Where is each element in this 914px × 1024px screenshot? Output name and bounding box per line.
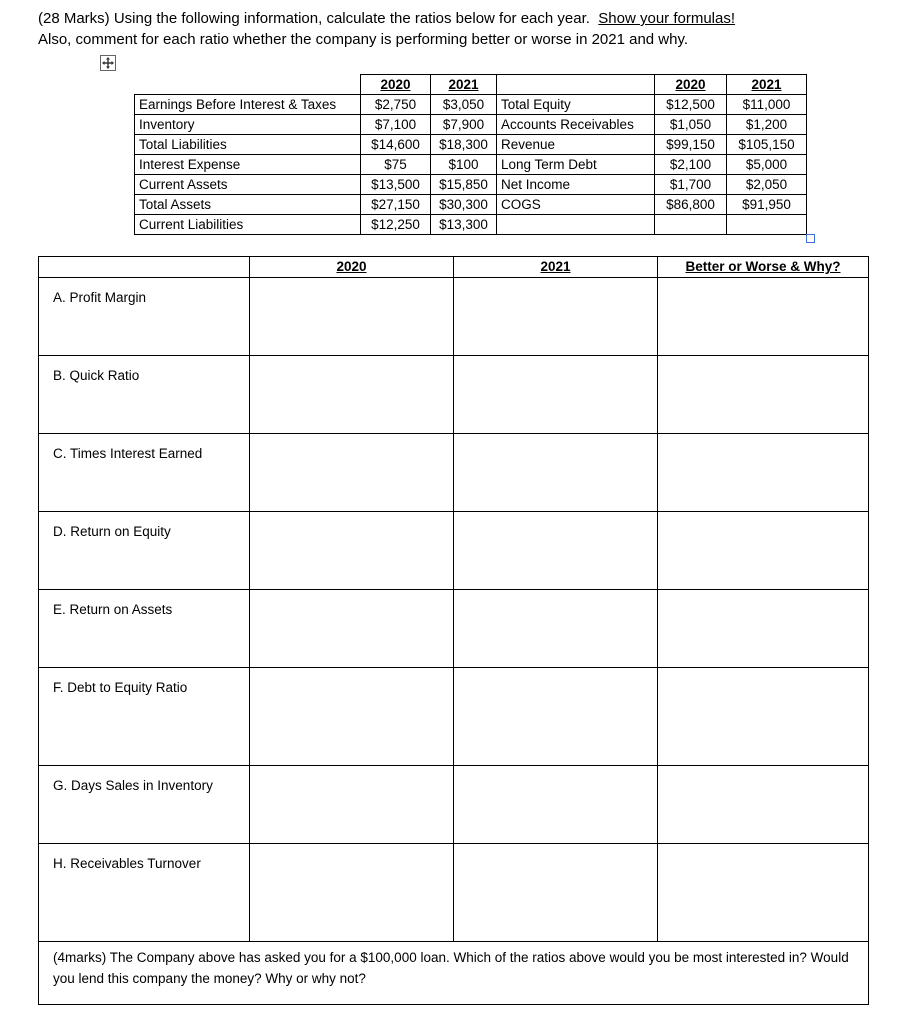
answer-cell-better-worse[interactable] [658,590,869,668]
data-table-row [135,195,807,215]
data-value-2020-right: $12,500 [655,95,727,115]
data-value-2020-left: $13,500 [361,175,431,195]
data-value-2020-right: $1,700 [655,175,727,195]
data-table-header-row [135,75,807,95]
answer-cell-better-worse[interactable] [658,356,869,434]
answer-cell-2021[interactable] [454,844,658,942]
ratio-label: H. Receivables Turnover [39,844,250,942]
data-value-2020-right: $86,800 [655,195,727,215]
data-value-2021-left: $30,300 [431,195,497,215]
answer-header-2021: 2021 [454,257,658,278]
data-value-2020-left: $7,100 [361,115,431,135]
data-value-2021-right: $91,950 [727,195,807,215]
header-blank-right [497,75,655,95]
answer-header-row [39,257,869,278]
data-label-left: Total Liabilities [135,135,361,155]
data-value-2020-left: $14,600 [361,135,431,155]
ratio-label: B. Quick Ratio [39,356,250,434]
instructions-line-1 [38,8,898,29]
instructions-text: (28 Marks) Using the following information, calculate the ratios below for each year. [38,10,590,27]
data-label-right [497,215,655,235]
answer-cell-better-worse[interactable] [658,512,869,590]
data-label-left: Interest Expense [135,155,361,175]
ratio-label: D. Return on Equity [39,512,250,590]
data-table-row [135,135,807,155]
ratio-row [39,434,869,512]
answer-header-better-worse: Better or Worse & Why? [658,257,869,278]
data-value-2021-left: $13,300 [431,215,497,235]
answer-cell-2021[interactable] [454,278,658,356]
ratio-row [39,590,869,668]
data-value-2020-right [655,215,727,235]
answer-cell-2020[interactable] [250,668,454,766]
ratio-row [39,844,869,942]
four-way-move-icon [102,57,114,69]
data-label-left: Total Assets [135,195,361,215]
answer-cell-better-worse[interactable] [658,766,869,844]
answer-cell-2020[interactable] [250,434,454,512]
data-value-2021-left: $15,850 [431,175,497,195]
data-table-row [135,95,807,115]
answer-header-blank [39,257,250,278]
answer-cell-2021[interactable] [454,356,658,434]
answer-cell-2020[interactable] [250,844,454,942]
ratio-label: A. Profit Margin [39,278,250,356]
data-value-2020-left: $2,750 [361,95,431,115]
answer-cell-2020[interactable] [250,590,454,668]
answer-cell-2021[interactable] [454,590,658,668]
data-value-2021-left: $18,300 [431,135,497,155]
data-value-2020-right: $2,100 [655,155,727,175]
answer-cell-better-worse[interactable] [658,668,869,766]
answer-cell-2020[interactable] [250,278,454,356]
data-label-right: Long Term Debt [497,155,655,175]
table-move-handle-icon[interactable] [100,55,116,71]
answer-cell-2020[interactable] [250,766,454,844]
header-2020-right: 2020 [655,75,727,95]
data-label-right: Accounts Receivables [497,115,655,135]
instructions [38,8,898,50]
instructions-line-2: Also, comment for each ratio whether the company is performing better or worse in 2021 and why. [38,31,689,48]
data-label-left: Current Assets [135,175,361,195]
data-table-row [135,175,807,195]
final-question-row [39,942,869,1005]
data-label-right: Total Equity [497,95,655,115]
data-table-row [135,155,807,175]
answer-cell-better-worse[interactable] [658,844,869,942]
data-label-right: Revenue [497,135,655,155]
show-formulas-emphasis: Show your formulas! [598,10,736,27]
data-table-row [135,115,807,135]
data-value-2021-right [727,215,807,235]
ratio-row [39,668,869,766]
data-value-2021-right: $11,000 [727,95,807,115]
data-label-left: Current Liabilities [135,215,361,235]
answer-cell-2020[interactable] [250,356,454,434]
answer-cell-2021[interactable] [454,766,658,844]
ratio-label: G. Days Sales in Inventory [39,766,250,844]
header-blank-left [135,75,361,95]
ratio-row [39,278,869,356]
data-table-row [135,215,807,235]
data-value-2021-right: $1,200 [727,115,807,135]
ratio-row [39,512,869,590]
answer-cell-2021[interactable] [454,434,658,512]
answer-cell-better-worse[interactable] [658,434,869,512]
data-value-2020-right: $99,150 [655,135,727,155]
answer-cell-2021[interactable] [454,668,658,766]
header-2020-left: 2020 [361,75,431,95]
ratio-label: E. Return on Assets [39,590,250,668]
ratio-row [39,766,869,844]
ratio-label: F. Debt to Equity Ratio [39,668,250,766]
ratio-row [39,356,869,434]
table-resize-handle-icon[interactable] [806,234,815,243]
answer-header-2020: 2020 [250,257,454,278]
financial-data-table [134,74,807,235]
data-value-2021-left: $3,050 [431,95,497,115]
data-label-right: COGS [497,195,655,215]
ratio-answer-table [38,256,869,1005]
data-value-2021-right: $5,000 [727,155,807,175]
answer-cell-2021[interactable] [454,512,658,590]
data-label-right: Net Income [497,175,655,195]
data-value-2021-right: $2,050 [727,175,807,195]
answer-cell-2020[interactable] [250,512,454,590]
header-2021-left: 2021 [431,75,497,95]
data-value-2020-left: $75 [361,155,431,175]
data-value-2021-left: $7,900 [431,115,497,135]
header-2021-right: 2021 [727,75,807,95]
data-label-left: Earnings Before Interest & Taxes [135,95,361,115]
answer-cell-better-worse[interactable] [658,278,869,356]
data-value-2020-left: $27,150 [361,195,431,215]
loan-question[interactable]: (4marks) The Company above has asked you for a $100,000 loan. Which of the ratios above would you be most interested in? Would you lend this company the money? Why or why not? [39,942,869,1005]
data-value-2021-right: $105,150 [727,135,807,155]
data-label-left: Inventory [135,115,361,135]
ratio-label: C. Times Interest Earned [39,434,250,512]
data-value-2021-left: $100 [431,155,497,175]
data-value-2020-right: $1,050 [655,115,727,135]
data-value-2020-left: $12,250 [361,215,431,235]
